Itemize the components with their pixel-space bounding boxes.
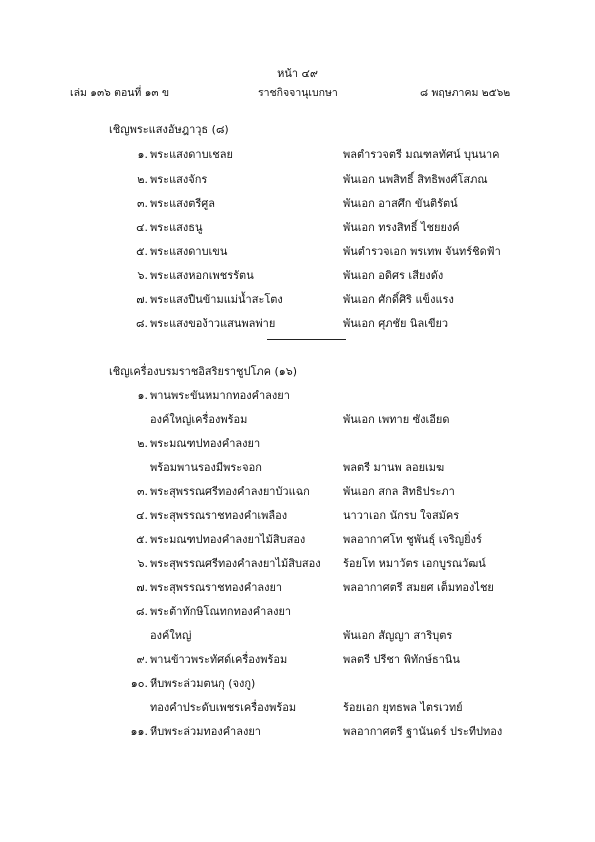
row-number: ๒. <box>137 437 148 450</box>
row-number: ๔. <box>136 221 148 234</box>
list-row <box>0 266 595 282</box>
row-item: พระแสงธนู <box>150 221 203 234</box>
row-person: พลตำรวจตรี มณฑลทัศน์ บุนนาค <box>343 148 500 161</box>
row-number: ๙. <box>136 653 148 666</box>
row-number: ๘. <box>136 317 148 330</box>
row-number: ๓. <box>136 485 148 498</box>
row-item: พระแสงดาบเชลย <box>150 148 233 161</box>
row-person: พลอากาศโท ชูพันธุ์ เจริญยิ่งร์ <box>343 533 482 546</box>
row-item: พระมณฑปทองคำลงยาไม้สิบสอง <box>150 533 306 546</box>
list-row <box>0 578 595 594</box>
row-person: ร้อยโท หมาวัตร เอกบูรณวัฒน์ <box>343 557 486 570</box>
row-number: ๗. <box>136 293 148 306</box>
row-number: ๑. <box>137 148 148 161</box>
list-row <box>0 650 595 666</box>
row-person: พันเอก สกล สิทธิประภา <box>343 485 455 498</box>
row-person: พันเอก ศุภชัย นิลเขียว <box>343 317 449 330</box>
row-number: ๕. <box>136 533 148 546</box>
section-title-weapons: เชิญพระแสงอัษฎาวุธ (๘) <box>109 123 229 136</box>
row-number: ๗. <box>136 581 148 594</box>
row-person: พันเอก ทรงสิทธิ์ ไชยยงค์ <box>343 221 460 234</box>
row-number: ๘. <box>136 605 148 618</box>
row-item: หีบพระล่วมตนกุ (จงกู) <box>150 677 256 690</box>
row-item: พร้อมพานรองมีพระจอก <box>150 461 262 474</box>
list-row <box>0 602 595 618</box>
list-row <box>0 458 595 474</box>
row-number: ๒. <box>137 173 148 186</box>
list-row <box>0 170 595 186</box>
list-row <box>0 722 595 738</box>
row-item: องค์ใหญ่เครื่องพร้อม <box>150 413 248 426</box>
list-row <box>0 554 595 570</box>
row-item: พระแสงปืนข้ามแม่น้ำสะโตง <box>150 293 283 306</box>
row-person: ร้อยเอก ยุทธพล ไตรเวทย์ <box>343 701 463 714</box>
row-person: พันเอก สัญญา สาริบุตร <box>343 629 453 642</box>
header-gazette-name: ราชกิจจานุเบกษา <box>258 87 338 99</box>
list-row <box>0 218 595 234</box>
list-row <box>0 482 595 498</box>
row-person: พันเอก เพทาย ซังเอียด <box>343 413 450 426</box>
row-item: พานข้าวพระทัศด์เครื่องพร้อม <box>150 653 288 666</box>
row-item: พานพระขันหมากทองคำลงยา <box>150 389 290 402</box>
list-row <box>0 530 595 546</box>
row-person: พันตำรวจเอก พรเทพ จันทร์ชิดฟ้า <box>343 245 501 258</box>
page-number: หน้า ๔๙ <box>277 67 318 80</box>
list-row <box>0 290 595 306</box>
row-item: พระแสงตรีศูล <box>150 197 216 210</box>
list-row <box>0 674 595 690</box>
row-person: พันเอก นพสิทธิ์ สิทธิพงศ์โสภณ <box>343 173 488 186</box>
row-person: พลอากาศตรี ฐานันดร์ ประทีปทอง <box>343 725 503 738</box>
row-number: ๑. <box>137 389 148 402</box>
list-row <box>0 410 595 426</box>
list-row <box>0 145 595 161</box>
row-item: พระต้าทักษิโณทกทองคำลงยา <box>150 605 292 618</box>
header-date: ๘ พฤษภาคม ๒๕๖๒ <box>420 87 511 99</box>
row-item: พระสุพรรณศรีทองคำลงยาบัวแฉก <box>150 485 310 498</box>
row-number: ๖. <box>137 269 148 282</box>
row-item: พระแสงดาบเขน <box>150 245 228 258</box>
row-item: องค์ใหญ่ <box>150 629 192 642</box>
row-person: นาวาเอก นักรบ ใจสมัคร <box>343 509 460 522</box>
list-row <box>0 626 595 642</box>
row-item: หีบพระล่วมทองคำลงยา <box>150 725 261 738</box>
list-row <box>0 698 595 714</box>
row-person: พันเอก ศักดิ์ศิริ แข็งแรง <box>343 293 454 306</box>
section-title-regalia: เชิญเครื่องบรมราชอิสริยราชูปโภค (๑๖) <box>109 365 298 378</box>
row-number: ๖. <box>137 557 148 570</box>
row-item: พระมณฑปทองคำลงยา <box>150 437 261 450</box>
list-row <box>0 386 595 402</box>
row-number: ๔. <box>136 509 148 522</box>
row-person: พันเอก อดิศร เสียงดัง <box>343 269 444 282</box>
row-item: พระแสงของ้าวแสนพลพ่าย <box>150 317 276 330</box>
row-number: ๑๐. <box>130 677 148 690</box>
row-person: พลอากาศตรี สมยศ เต็มทองไชย <box>343 581 494 594</box>
row-person: พลตรี ปรีชา พิทักษ์ธานิน <box>343 653 460 666</box>
row-item: ทองคำประดับเพชรเครื่องพร้อม <box>150 701 297 714</box>
row-item: พระแสงหอกเพชรรัตน <box>150 269 254 282</box>
list-row <box>0 314 595 330</box>
list-row <box>0 506 595 522</box>
section-divider <box>267 339 346 340</box>
row-number: ๕. <box>136 245 148 258</box>
row-person: พลตรี มานพ ลอยเมฆ <box>343 461 445 474</box>
row-number: ๓. <box>136 197 148 210</box>
header-volume-issue: เล่ม ๑๓๖ ตอนที่ ๑๓ ข <box>70 87 170 99</box>
row-item: พระแสงจักร <box>150 173 208 186</box>
list-row <box>0 194 595 210</box>
row-number: ๑๑. <box>130 725 148 738</box>
list-row <box>0 434 595 450</box>
row-item: พระสุพรรณราชทองคำลงยา <box>150 581 283 594</box>
row-person: พันเอก อาสศึก ขันติรัตน์ <box>343 197 458 210</box>
row-item: พระสุพรรณศรีทองคำลงยาไม้สิบสอง <box>150 557 321 570</box>
list-row <box>0 242 595 258</box>
row-item: พระสุพรรณราชทองคำเพลือง <box>150 509 288 522</box>
